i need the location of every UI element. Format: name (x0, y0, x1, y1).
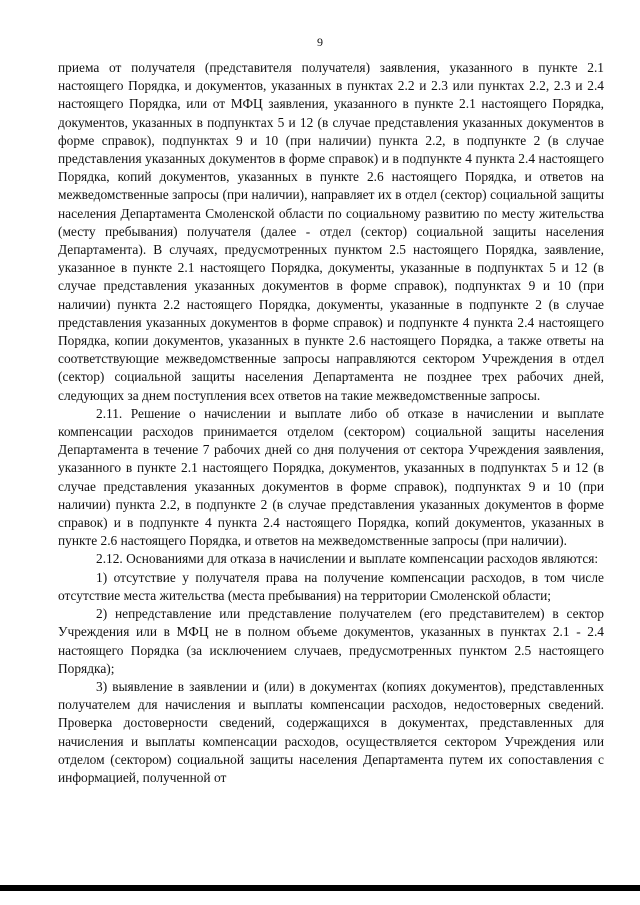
paragraph-2-11: 2.11. Решение о начислении и выплате либо об отказе в начислении и выплате компенсации расходов принимается отделом (сектором) социальной защиты населения Департамента в течение 7 рабочих дней со дня получения от сектора Учреждения заявления, указанного в пункте 2.1 настоящего Порядка, документов, указанных в подпунктах 5 и 12 (в случае представления указанных документов в форме справок), подпунктах 9 и 10 (при наличии) пункта 2.2, в подпункте 2 (в случае представления указанных документов в форме справок) и в подпункте 4 пункта 2.4 настоящего Порядка, копий документов, указанных в пункте 2.6 настоящего Порядка, и ответов на межведомственные запросы (при наличии). (58, 405, 604, 549)
list-item-3: 3) выявление в заявлении и (или) в документах (копиях документов), представленных получателем для начисления и выплаты компенсации расходов, недостоверных сведений. Проверка достоверности сведений, содержащихся в документах, представленных для начисления и выплаты компенсации расходов, осуществляется сектором Учреждения или отделом (сектором) социальной защиты населения Департамента путем их сопоставления с информацией, полученной от (58, 678, 604, 785)
page-number: 9 (317, 35, 323, 49)
document-body (58, 59, 604, 787)
paragraph-continuation: приема от получателя (представителя получателя) заявления, указанного в пункте 2.1 настоящего Порядка, и документов, указанных в пунктах 2.2 и 2.3 или пунктах 2.2, 2.3 и 2.4 настоящего Порядка, или от МФЦ заявления, указанного в пункте 2.1 настоящего Порядка, документов, указанных в подпунктах 5 и 12 (в случае представления указанных документов в форме справок), подпунктах 9 и 10 (при наличии) пункта 2.2, в подпункте 2 (в случае представления указанных документов в форме справок) и в подпункте 4 пункта 2.4 настоящего Порядка, копий документов, указанных в пункте 2.6 настоящего Порядка, и ответов на межведомственные запросы (при наличии), направляет их в отдел (сектор) социальной защиты населения Департамента Смоленской области по социальному развитию по месту жительства (месту пребывания) получателя (далее - отдел (сектор) социальной защиты населения Департамента). В случаях, предусмотренных пунктом 2.5 настоящего Порядка, заявление, указанное в пункте 2.1 настоящего Порядка, документы, указанные в подпунктах 5 и 12 (в случае представления указанных документов в форме справок), подпунктах 9 и 10 (при наличии) пункта 2.2 настоящего Порядка, документы, указанные в подпункте 2 (в случае представления указанных документов в форме справок) и подпункте 4 пункта 2.4 настоящего Порядка, копии документов, указанных в пункте 2.6 настоящего Порядка, а также ответы на соответствующие межведомственные запросы направляются сектором Учреждения в отдел (сектор) социальной защиты населения Департамента не позднее трех рабочих дней, следующих за днем поступления всех ответов на такие межведомственные запросы. (58, 60, 604, 403)
paragraph-2-12: 2.12. Основаниями для отказа в начислении и выплате компенсации расходов являются: (96, 551, 599, 567)
list-item-1: 1) отсутствие у получателя права на получение компенсации расходов, в том числе отсутствие места жительства (места пребывания) на территории Смоленской области; (58, 569, 604, 603)
page-bottom-divider (0, 885, 640, 891)
list-item-2: 2) непредставление или представление получателем (его представителем) в сектор Учреждения или в МФЦ не в полном объеме документов, указанных в пунктах 2.1 - 2.4 настоящего Порядка (за исключением случаев, предусмотренных пунктом 2.5 настоящего Порядка); (58, 606, 604, 676)
